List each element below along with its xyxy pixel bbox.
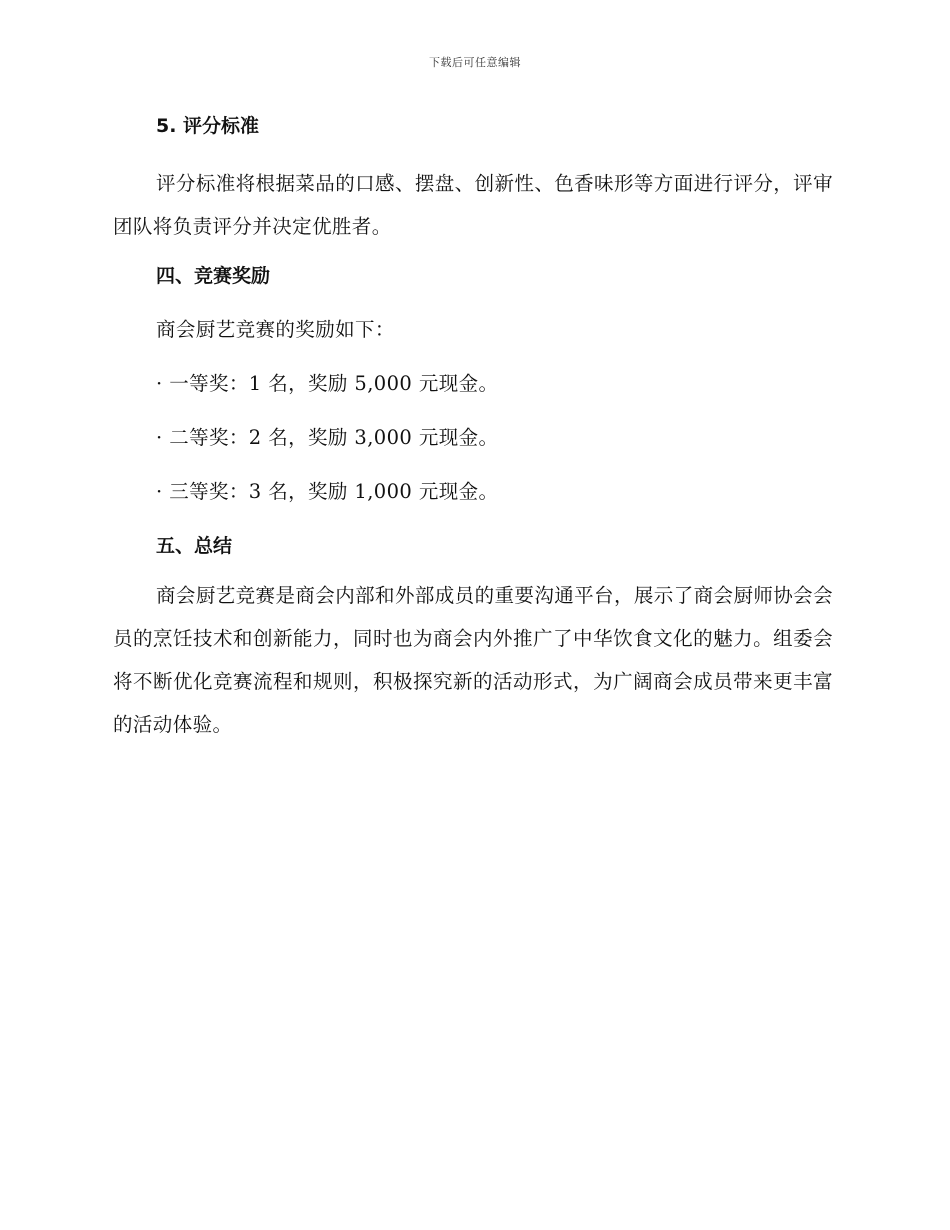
summary-heading: 五、总结 bbox=[156, 535, 233, 557]
summary-paragraph: 商会厨艺竞赛是商会内部和外部成员的重要沟通平台，展示了商会厨师协会会员的烹饪技术和创新能力，同时也为商会内外推广了中华饮食文化的魅力。组委会将不断优化竞赛流程和规则，积极探究新的活动形式，为广阔商会成员带来更丰富的活动体验。 bbox=[113, 584, 833, 736]
scoring-paragraph: 评分标准将根据菜品的口感、摆盘、创新性、色香味形等方面进行评分，评审团队将负责评分并决定优胜者。 bbox=[113, 172, 833, 238]
awards-intro: 商会厨艺竞赛的奖励如下： bbox=[156, 318, 395, 341]
award-item-third: · 三等奖：3 名，奖励 1,000 元现金。 bbox=[156, 480, 499, 503]
award-item-first: · 一等奖：1 名，奖励 5,000 元现金。 bbox=[156, 372, 499, 395]
awards-heading: 四、竞赛奖励 bbox=[156, 265, 271, 287]
document-content bbox=[113, 108, 833, 746]
scoring-heading: 5. 评分标准 bbox=[156, 115, 260, 137]
award-item-second: · 二等奖：2 名，奖励 3,000 元现金。 bbox=[156, 426, 499, 449]
header-note: 下载后可任意编辑 bbox=[429, 56, 521, 69]
